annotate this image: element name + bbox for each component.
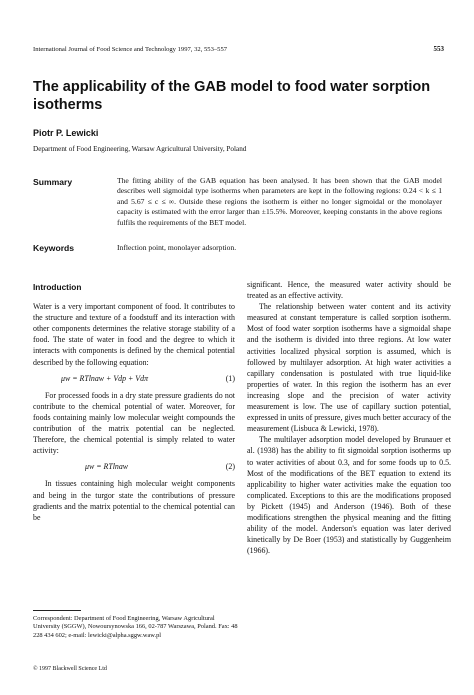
- equation-2: [33, 461, 235, 472]
- paragraph: For processed foods in a dry state pressure gradients do not contribute to the chemical potential of water. Moreover, for foods containing mainly low molecular weight compounds the contribution of the matrix potential can be neglected. Therefore, the chemical potential is simply related to water activity:: [33, 390, 235, 456]
- correspondence-footnote: Correspondent: Department of Food Engineering, Warsaw Agricultural University (SGGW), Nowoursynowska 166, 02-787 Warszawa, Poland. Fax: 48 228 434 602; e-mail: lewicki@alpha.sggw.waw.pl: [33, 615, 238, 639]
- journal-citation: International Journal of Food Science and Technology 1997, 32, 553–557: [33, 46, 228, 53]
- equation-number: (1): [225, 373, 235, 383]
- article-title: The applicability of the GAB model to food water sorption isotherms: [33, 79, 431, 113]
- equation-number: (2): [225, 462, 235, 472]
- equation-expression: μw = RTlnaw + Vdp + Vdπ: [61, 373, 149, 383]
- paragraph: In tissues containing high molecular weight components and being in the turgor state the contributions of pressure gradients and the matrix potential to the chemical potential can be: [33, 479, 235, 522]
- paragraph: significant. Hence, the measured water activity should be treated as an effective activity.: [247, 280, 451, 301]
- summary-label: Summary: [33, 177, 73, 187]
- section-heading-introduction: Introduction: [33, 282, 82, 292]
- keywords-text: Inflection point, monolayer adsorption.: [117, 243, 237, 252]
- author-affiliation: Department of Food Engineering, Warsaw Agricultural University, Poland: [33, 145, 247, 153]
- summary-text: The fitting ability of the GAB equation has been analysed. It has been shown that the GAB model describes well sigmoidal type isotherms when parameters are kept in the following regions: 0.24 < k ≤ 1 and 5.67 ≤ c ≤ ∞. Outside these regions the isotherm is either no longer sigmoidal or the monolayer capacity is estimated with the error larger than ±15.5%. Moreover, keeping constants in the above regions fulfils the requirements of the BET model.: [117, 176, 442, 227]
- page-number: 553: [433, 45, 444, 53]
- author-name: Piotr P. Lewicki: [33, 128, 99, 138]
- left-column: [33, 282, 235, 523]
- keywords-label: Keywords: [33, 243, 75, 253]
- equation-1: [33, 373, 235, 384]
- equation-expression: μw = RTlnaw: [85, 462, 129, 472]
- footnote-rule: [33, 610, 81, 611]
- paragraph: The relationship between water content and its activity measured at constant temperature is called sorption isotherm. Most of food water sorption isotherms have a sigmoidal shape and the isotherm is divided into three regions. At low water activities localized physical sorption is assumed, which is followed by multilayer adsorption. At high water activities a capillary condensation is postulated with true liquid-like properties of water. In this region the isotherm has an ever increasing slope and the precision of water activity measurement is low. The use of capillary suction potential, expressed in units of pressure, gives much better accuracy of the measurement (Lisbuca & Lewicki, 1978).: [247, 302, 451, 434]
- right-column: [247, 279, 451, 556]
- copyright-notice: © 1997 Blackwell Science Ltd: [33, 666, 107, 672]
- paragraph: The multilayer adsorption model developed by Brunauer et al. (1938) has the ability to fit sigmoidal sorption isotherms up to water activities of about 0.3, and for some foods up to 0.5. Most of the modifications of the BET equation to extend its applicability to higher water activities make the equation too complicated. Exceptions to this are the modifications proposed by Pickett (1945) and Anderson (1946). Both of these modifications strengthen the physical meaning and the fitting ability of the model. Anderson's equation was later derived kinetically by De Boer (1953) and statistically by Guggenheim (1966).: [247, 435, 451, 556]
- paragraph: Water is a very important component of food. It contributes to the structure and texture of a foodstuff and its interaction with other components determines the relative storage stability of a food. The state of water in food and the degree to which it interacts with components is defined by the chemical potential described by the following equation:: [33, 302, 235, 367]
